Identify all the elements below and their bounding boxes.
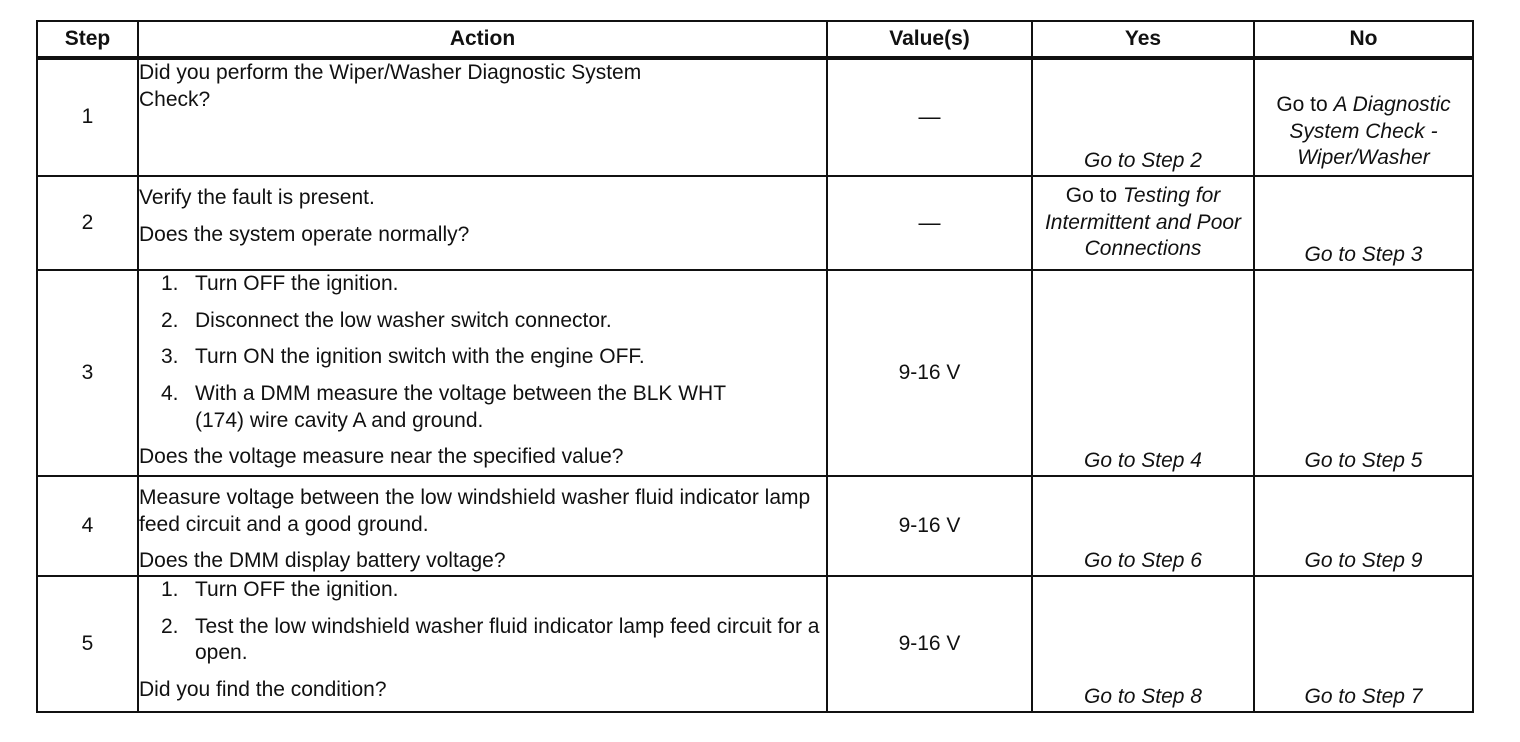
action-instruction: Measure voltage between the low windshield washer fluid indicator lamp feed circuit and a good ground. — [139, 486, 811, 536]
yes-link[interactable]: Go to Step 2 — [1084, 149, 1202, 173]
substep-text: Test the low windshield washer fluid indicator lamp feed circuit for a open. — [195, 614, 820, 665]
no-link[interactable]: Go to Step 3 — [1304, 243, 1423, 267]
header-action: Action — [138, 21, 827, 58]
header-values: Value(s) — [827, 21, 1032, 58]
value-text: — — [918, 104, 941, 130]
table-row-step-4 — [37, 476, 1473, 576]
value-cell — [827, 476, 1032, 576]
action-question: Does the system operate normally? — [139, 222, 470, 246]
step-number: 3 — [37, 270, 138, 476]
yes-link[interactable]: Testing for Intermittent and Poor Connections — [1044, 184, 1242, 261]
yes-link[interactable]: Go to Step 8 — [1084, 685, 1202, 709]
value-cell — [827, 176, 1032, 270]
value-cell — [827, 576, 1032, 712]
no-link[interactable]: Go to Step 5 — [1304, 449, 1423, 473]
substep-list — [139, 271, 766, 434]
header-no: No — [1254, 21, 1473, 58]
action-question: Did you perform the Wiper/Washer Diagnostic System Check? — [139, 61, 642, 111]
no-cell — [1254, 576, 1473, 712]
substep-number: 3. — [161, 345, 179, 369]
step-number: 1 — [37, 58, 138, 176]
table-row-step-5 — [37, 576, 1473, 712]
no-cell — [1254, 270, 1473, 476]
yes-link[interactable]: Go to Step 6 — [1084, 549, 1202, 573]
header-yes: Yes — [1032, 21, 1254, 58]
action-question: Does the voltage measure near the specified value? — [139, 445, 624, 469]
action-cell — [138, 576, 827, 712]
substep-text: Turn OFF the ignition. — [195, 272, 399, 295]
yes-prefix: Go to — [1065, 184, 1118, 207]
action-cell — [138, 270, 827, 476]
substep — [161, 381, 766, 434]
value-text: — — [918, 209, 941, 235]
yes-cell — [1032, 270, 1254, 476]
action-question: Does the DMM display battery voltage? — [139, 549, 506, 573]
yes-link[interactable]: Go to Step 4 — [1084, 449, 1202, 473]
substep-text: Turn ON the ignition switch with the engine OFF. — [195, 345, 645, 369]
substep-number: 1. — [161, 272, 179, 295]
header-row — [37, 21, 1473, 58]
substep-text: With a DMM measure the voltage between the BLK WHT (174) wire cavity A and ground. — [195, 381, 726, 432]
table-row-step-2 — [37, 176, 1473, 270]
no-prefix: Go to — [1276, 93, 1328, 117]
action-cell — [138, 476, 827, 576]
action-question: Did you find the condition? — [139, 677, 387, 701]
substep-list — [139, 577, 826, 667]
yes-cell — [1032, 576, 1254, 712]
substep-number: 2. — [161, 308, 179, 332]
yes-cell — [1032, 58, 1254, 176]
substep — [161, 577, 826, 604]
value-cell — [827, 270, 1032, 476]
value-text: 9-16 V — [898, 513, 961, 537]
substep — [161, 308, 766, 335]
value-text: 9-16 V — [898, 360, 961, 384]
substep — [161, 344, 766, 371]
step-number: 4 — [37, 476, 138, 576]
table-row-step-1 — [37, 58, 1473, 176]
no-cell — [1254, 476, 1473, 576]
step-number: 2 — [37, 176, 138, 270]
substep — [161, 614, 826, 667]
substep — [161, 271, 766, 298]
action-instruction: Verify the fault is present. — [139, 186, 375, 209]
no-link[interactable]: Go to Step 7 — [1304, 685, 1423, 709]
header-step: Step — [37, 21, 138, 58]
yes-cell — [1032, 476, 1254, 576]
no-cell — [1254, 58, 1473, 176]
substep-text: Turn OFF the ignition. — [195, 578, 399, 601]
substep-number: 2. — [161, 614, 179, 638]
substep-number: 1. — [161, 578, 179, 601]
action-cell — [138, 176, 827, 270]
value-cell — [827, 58, 1032, 176]
yes-cell — [1032, 176, 1254, 270]
substep-text: Disconnect the low washer switch connector. — [195, 308, 612, 332]
no-link[interactable]: Go to Step 9 — [1304, 549, 1423, 573]
value-text: 9-16 V — [898, 631, 961, 655]
table-row-step-3 — [37, 270, 1473, 476]
action-cell — [138, 58, 827, 176]
no-cell — [1254, 176, 1473, 270]
no-link[interactable]: A Diagnostic System Check - Wiper/Washer — [1289, 93, 1451, 170]
substep-number: 4. — [161, 381, 179, 405]
step-number: 5 — [37, 576, 138, 712]
diagnostic-table — [36, 20, 1474, 713]
